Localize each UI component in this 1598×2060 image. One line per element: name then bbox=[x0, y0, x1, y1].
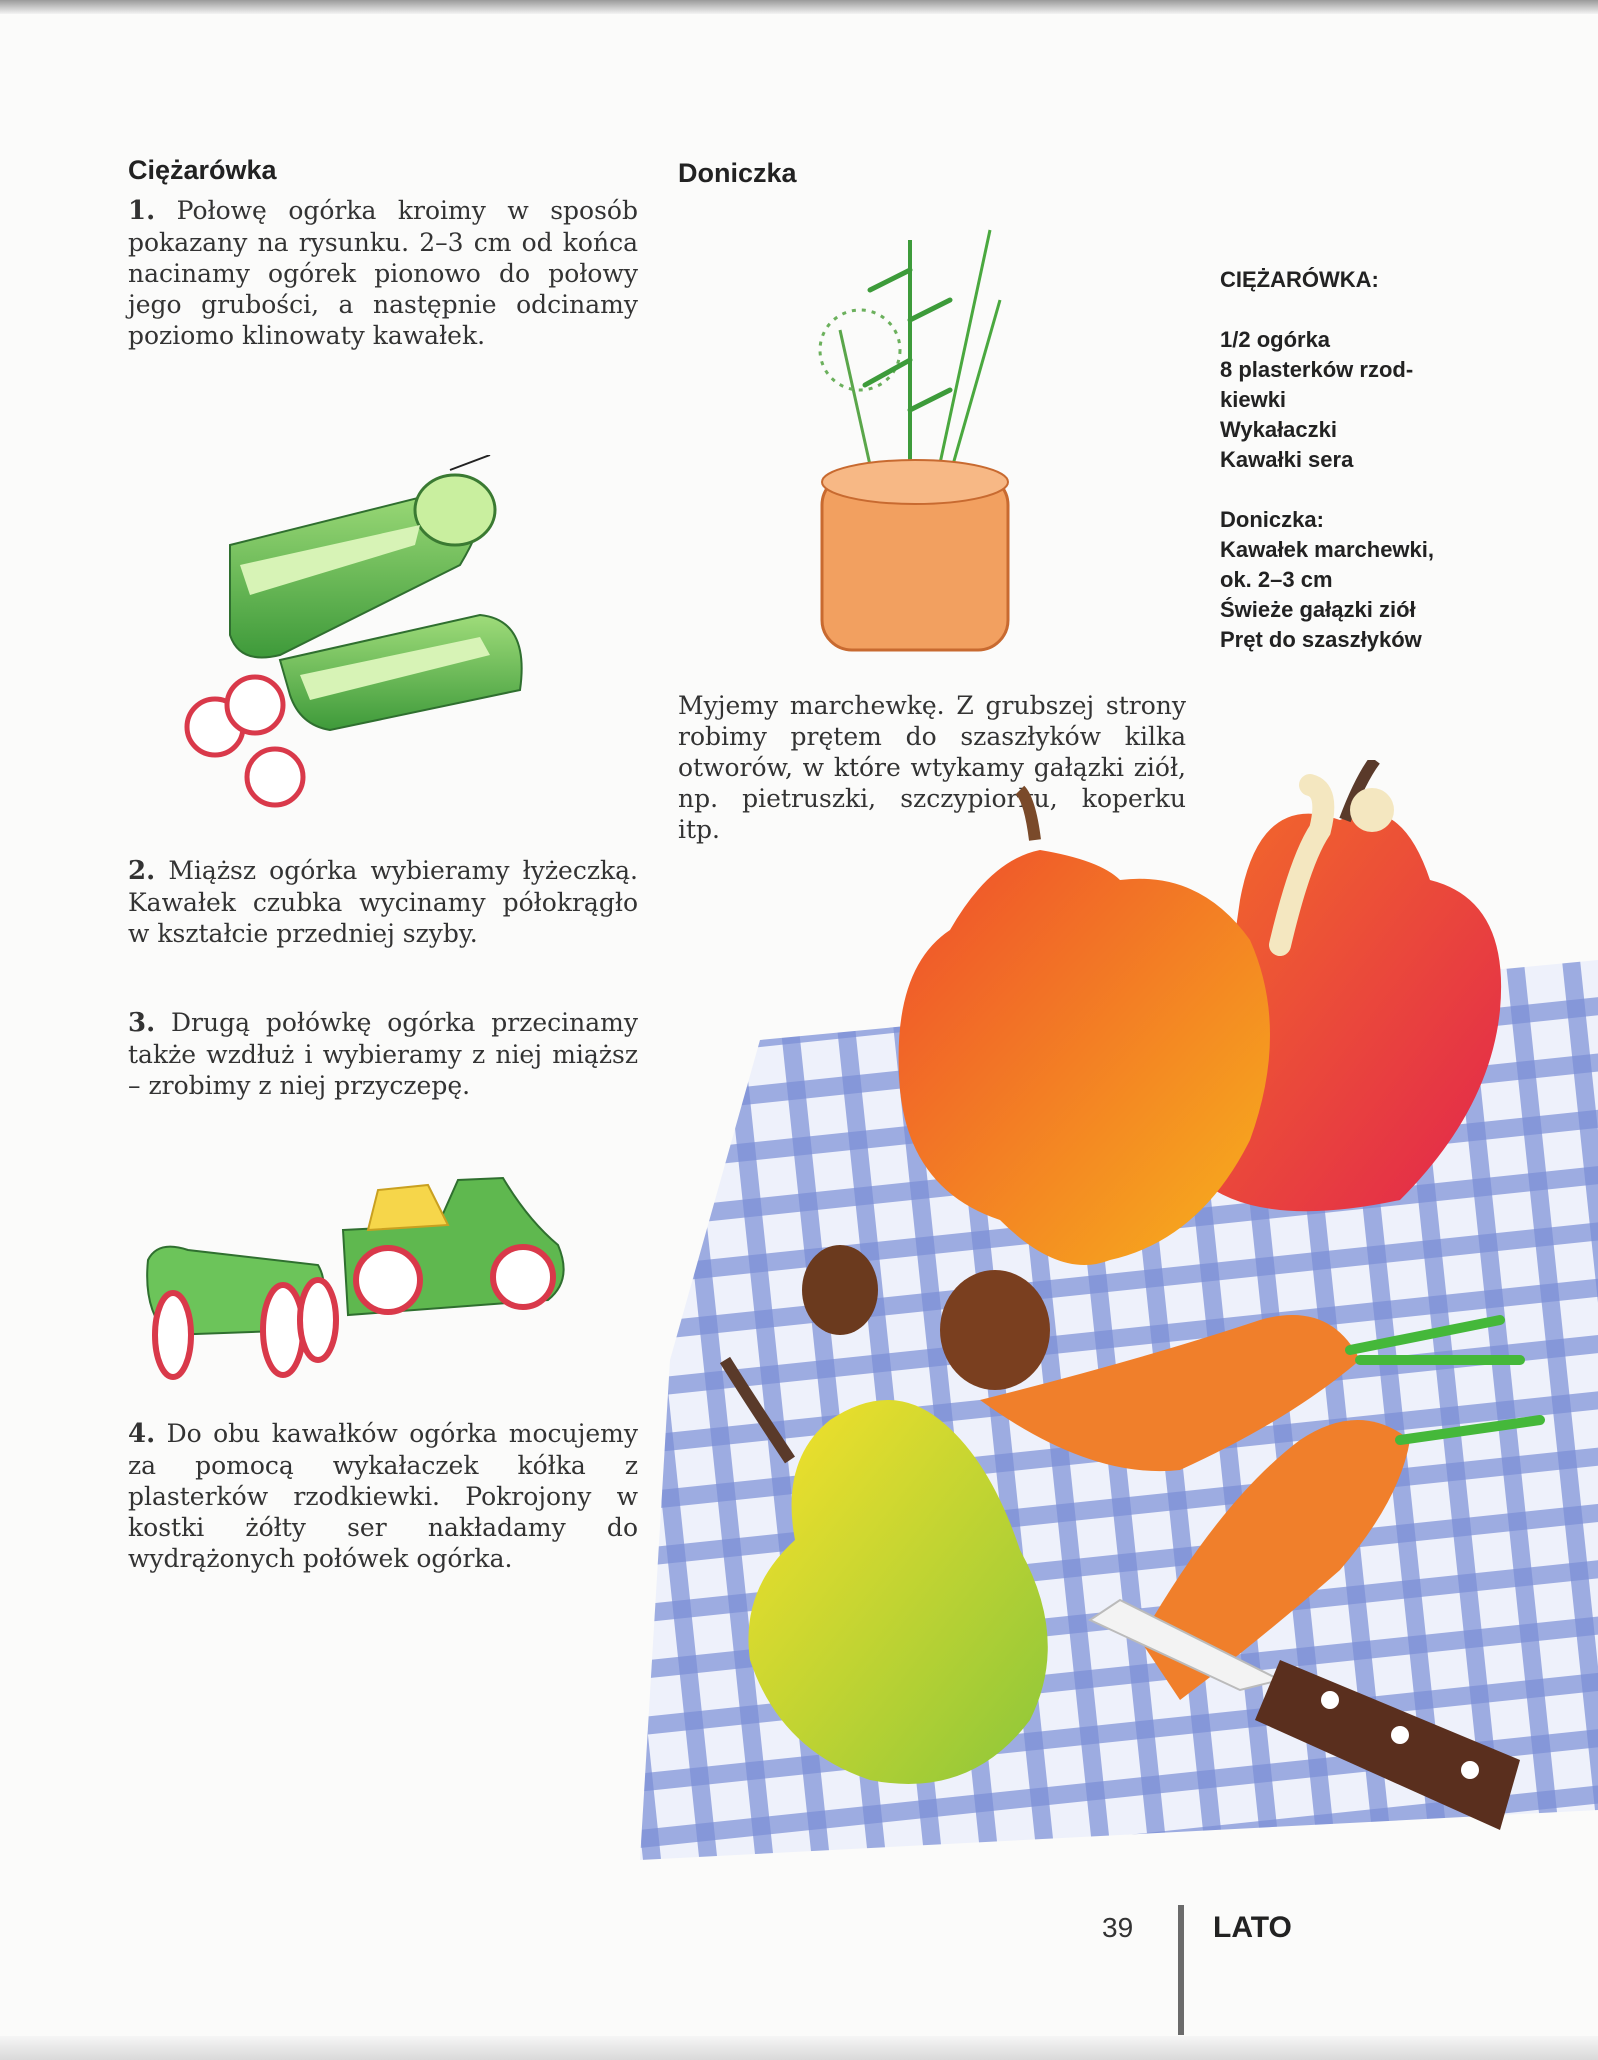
scan-top-edge bbox=[0, 0, 1598, 14]
ingredient-item: Wykałaczki bbox=[1220, 417, 1338, 442]
section-title: LATO bbox=[1213, 1911, 1292, 1944]
ingredients-box bbox=[1220, 265, 1434, 655]
cucumber-cut-illustration bbox=[160, 455, 620, 825]
ingredient-item: Świeże gałązki ziół bbox=[1220, 597, 1416, 622]
ingredient-item: 8 plasterków rzod- bbox=[1220, 357, 1414, 382]
carrot-pot-illustration bbox=[760, 210, 1060, 670]
step-2-text: Miąższ ogórka wybieramy łyżeczką. Kawałek czubka wycinamy półokrągło w kształcie przedniej szyby. bbox=[128, 856, 638, 948]
step-1 bbox=[128, 195, 638, 351]
step-3-text: Drugą połówkę ogórka przecinamy także wzdłuż i wybieramy z niej miąższ – zrobimy z niej przyczepę. bbox=[128, 1008, 638, 1100]
step-3 bbox=[128, 1007, 638, 1101]
ingredient-item: Pręt do szaszłyków bbox=[1220, 627, 1422, 652]
step-4-text: Do obu kawałków ogórka mocujemy za pomocą wykałaczek kółka z plasterków rzodkiewki. Pokrojony w kostki żółty ser nakładamy do wydrążonych połówek ogórka. bbox=[128, 1419, 638, 1573]
scan-bottom-edge bbox=[0, 2036, 1598, 2060]
ingredient-item: ok. 2–3 cm bbox=[1220, 567, 1333, 592]
page-number: 39 bbox=[1102, 1912, 1134, 1943]
step-4-number: 4. bbox=[128, 1419, 156, 1449]
footer-divider bbox=[1178, 1905, 1184, 2035]
cucumber-truck-illustration bbox=[128, 1150, 628, 1390]
ingredient-item: 1/2 ogórka bbox=[1220, 327, 1331, 352]
fruit-collage-illustration bbox=[640, 760, 1598, 1880]
ingredient-item: Kawałki sera bbox=[1220, 447, 1354, 472]
step-2-number: 2. bbox=[128, 856, 156, 886]
pot-instructions: Myjemy marchewkę. Z grubszej strony robimy prętem do szaszłyków kilka otworów, w które wtykamy gałązki ziół, np. pietruszki, szczypiorku, koperku itp. bbox=[678, 691, 1186, 844]
ingredient-item: kiewki bbox=[1220, 387, 1287, 412]
truck-title: Ciężarówka bbox=[128, 155, 277, 185]
step-3-number: 3. bbox=[128, 1008, 156, 1038]
truck-ingredients-title: CIĘŻARÓWKA: bbox=[1220, 267, 1379, 292]
pot-ingredients-title: Doniczka: bbox=[1220, 507, 1324, 532]
ingredient-item: Kawałek marchewki, bbox=[1220, 537, 1435, 562]
step-1-text: Połowę ogórka kroimy w sposób pokazany na rysunku. 2–3 cm od końca nacinamy ogórek pionowo do połowy jego grubości, a następnie odcinamy poziomo klinowaty kawałek. bbox=[128, 196, 638, 350]
pot-title: Doniczka bbox=[678, 158, 797, 188]
step-1-number: 1. bbox=[128, 196, 156, 226]
step-2 bbox=[128, 855, 638, 949]
step-4 bbox=[128, 1418, 638, 1574]
